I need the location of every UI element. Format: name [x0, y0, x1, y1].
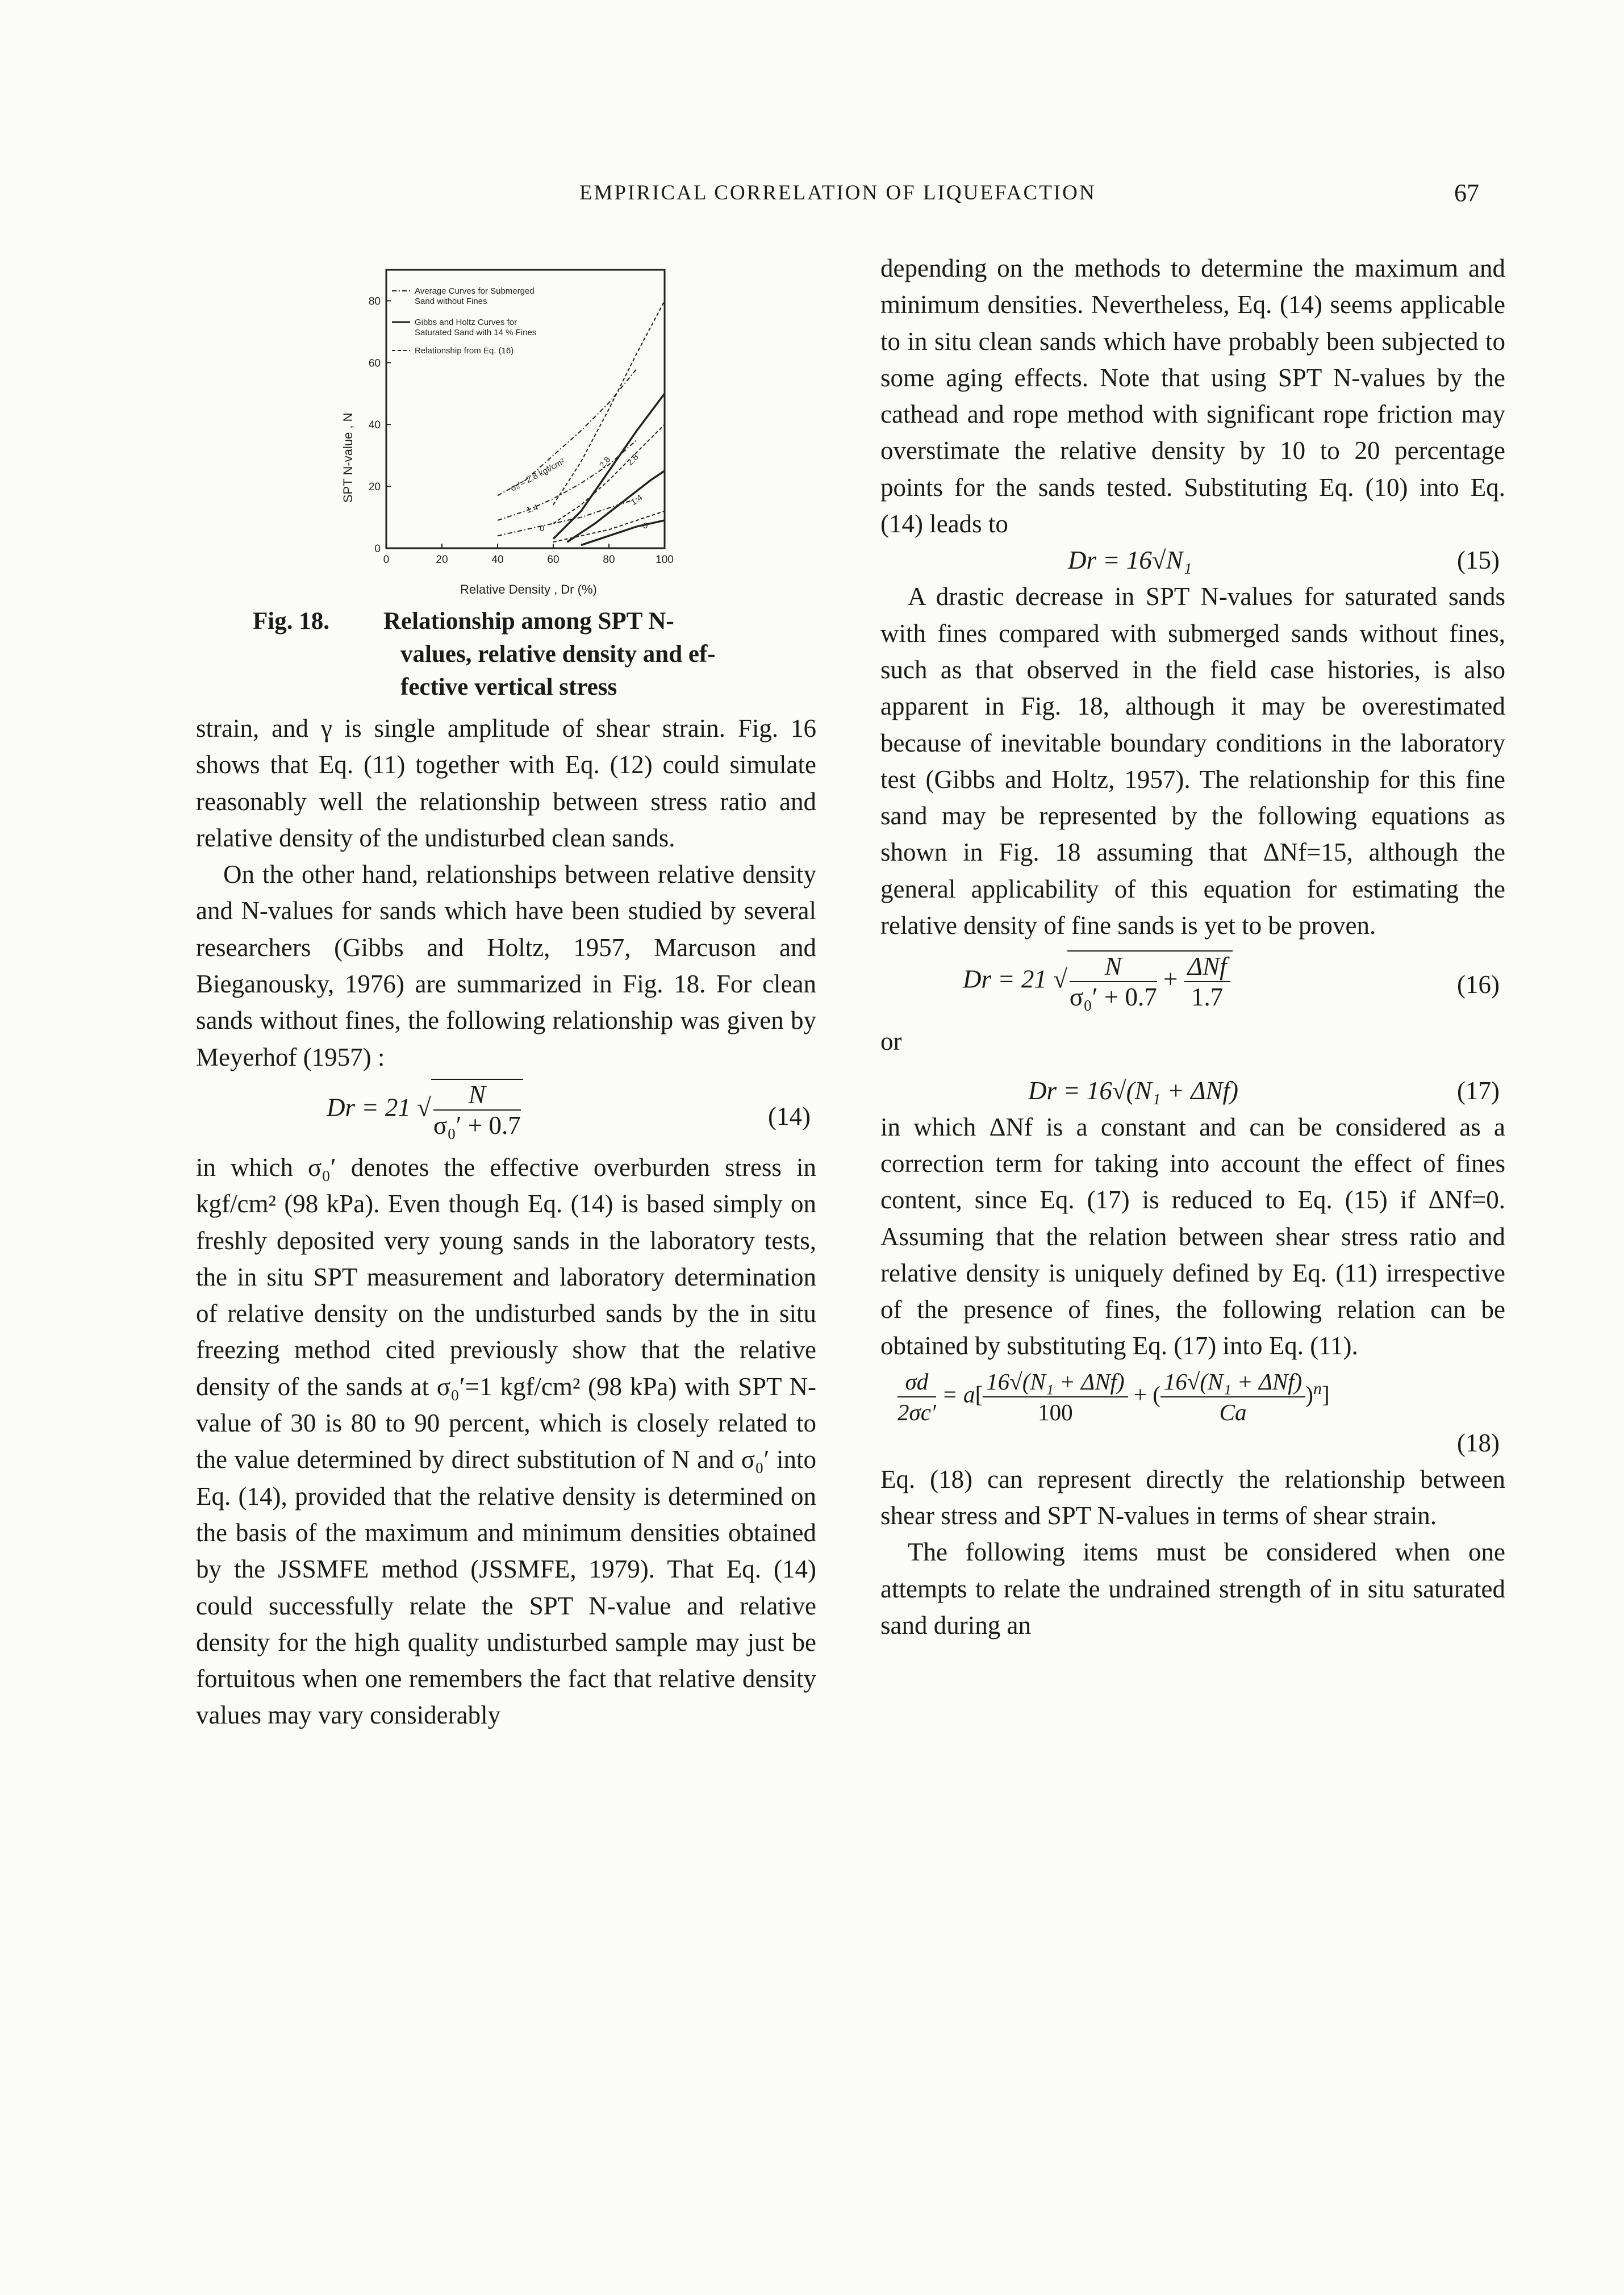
y-axis-label: SPT N-value , N [341, 412, 355, 503]
x-tick-label: 80 [603, 554, 615, 566]
eq14-radicand [431, 1079, 523, 1140]
eq18-lhs-den: 2σc′ [897, 1399, 936, 1425]
eq18-plus: + [1133, 1381, 1147, 1408]
curve-labels [509, 452, 648, 533]
eq16-num: N [1070, 952, 1157, 982]
caption-label: Fig. 18. [253, 608, 329, 635]
curve-label-28a: 2.8 [598, 454, 613, 470]
curve-label-stress: σ₀′= 2.8 kgf/cm² [508, 457, 566, 494]
curve-label-14b: 1.4 [629, 493, 645, 508]
page-number: 67 [1454, 179, 1479, 207]
legend-entry-gibbs-cont: Saturated Sand with 14 % Fines [415, 328, 537, 337]
equation-14 [196, 1075, 816, 1149]
equation-15 [880, 542, 1505, 578]
eq18-t2-num: 16√(N₁ + ΔNf) [1160, 1367, 1305, 1397]
right-column [880, 250, 1505, 1643]
paragraph: depending on the methods to determine the maximum and minimum densities. Nevertheless, Eq. (14) seems applicable to in situ clean sands which have probably been subjected to some aging effects. Note that using SPT N-values by the cathead and rope method with significant rope friction may overstimate the relative density by 10 to 20 percentage points for the sands tested. Substituting Eq. (10) into Eq. (14) leads to [880, 254, 1505, 539]
curve-eq16 [553, 511, 665, 542]
paragraph: in which σ₀′ denotes the effective overburden stress in kgf/cm² (98 kPa). Even though Eq. (14) is based simply on freshly deposited very young sands in the laboratory tests, the in situ SPT measurement and laboratory determination of relative density on the undisturbed sands by the in situ freezing method cited previously show that the relative density of the sands at σ₀′=1 kgf/cm² (98 kPa) with SPT N-value of 30 is 80 to 90 percent, which is closely related to the value determined by direct substitution of N and σ₀′ into Eq. (14), provided that the relative density is determined on the basis of the maximum and minimum densities obtained by the JSSMFE method (JSSMFE, 1979). That Eq. (14) could successfully relate the SPT N-value and relative density for the high quality undisturbed sample may just be fortuitous when one remembers the fact that relative density values may vary considerably [196, 1153, 816, 1730]
eq16-num2: ΔNf [1184, 952, 1230, 982]
caption-line: fective vertical stress [400, 674, 617, 700]
x-axis-label: Relative Density , Dr (%) [460, 582, 597, 596]
eq14-num: N [433, 1080, 521, 1111]
curve-label-0b: 0 [643, 521, 648, 531]
page-header [0, 181, 1624, 215]
legend-entry-submerged: Average Curves for Submerged [415, 286, 535, 296]
curve-gibbs-holtz [567, 471, 665, 542]
running-title: EMPIRICAL CORRELATION OF LIQUEFACTION [579, 181, 1096, 205]
x-tick-label: 20 [436, 554, 448, 566]
y-ticks [369, 295, 391, 555]
curve-label-28b: 2.8 [625, 452, 641, 468]
eq16-number: (16) [1457, 970, 1500, 999]
sqrt-sign: √ [417, 1093, 431, 1122]
y-tick-label: 20 [368, 481, 381, 494]
y-tick-label: 80 [368, 295, 381, 308]
paragraph: The following items must be considered when one attempts to relate the undrained strength of in situ saturated sand during an [880, 1538, 1505, 1639]
equation-18: $\frac{\sigma d}{2\sigma c'}$ = a[ $\frac{\text{16√(N₁ + ΔNf)}}{100}$ + ( $\frac{\text{16√(N₁ + ΔNf)}}{Ca}$ )$^n$] (18) [880, 1365, 1505, 1461]
eq16-plus: + [1163, 965, 1178, 994]
sqrt-sign: √ [1053, 965, 1067, 994]
caption-line: values, relative density and ef- [400, 641, 716, 667]
caption-text [383, 605, 758, 704]
eq17-number: (17) [1457, 1076, 1500, 1105]
eq18-number: (18) [1457, 1428, 1500, 1457]
legend [392, 286, 536, 356]
y-tick-label: 40 [368, 419, 381, 432]
eq15-text: Dr = 16√N₁ [1068, 546, 1192, 575]
paragraph: in which ΔNf is a constant and can be considered as a correction term for taking into account the effect of fines content, since Eq. (17) is reduced to Eq. (15) if ΔNf=0. Assuming that the relation between shear stress ratio and relative density is uniquely defined by Eq. (11) irrespective of the presence of fines, the following relation can be obtained by substituting Eq. (17) into Eq. (11). [880, 1112, 1505, 1361]
eq18-exp: n [1313, 1379, 1322, 1398]
eq14-den: σ₀′ + 0.7 [433, 1111, 521, 1140]
curve-label-14a: 1.4 [525, 503, 540, 515]
caption-line: Relationship among SPT N- [383, 608, 674, 635]
eq18-lhs-num: σd [897, 1367, 936, 1397]
or-text: or [880, 1027, 902, 1056]
eq18-a: = a [942, 1381, 975, 1408]
eq16-radicand [1067, 950, 1233, 1012]
curve-label-0a: 0 [540, 524, 545, 533]
paragraph: On the other hand, relationships between relative density and N-values for sands which have been studied by several researchers (Gibbs and Holtz, 1957, Marcuson and Bieganousky, 1976) are summarized in Fig. 18. For clean sands without fines, the following relationship was given by Meyerhof (1957) : [196, 860, 816, 1071]
eq17-text: Dr = 16√(N₁ + ΔNf) [1028, 1076, 1238, 1105]
eq18-t1-den: 100 [1038, 1399, 1073, 1425]
eq18-t2-den: Ca [1219, 1399, 1247, 1425]
eq14-lhs: Dr = 21 [327, 1093, 411, 1122]
eq16-den: σ₀′ + 0.7 [1069, 983, 1157, 1012]
eq16-lhs: Dr = 21 [963, 965, 1047, 994]
legend-entry-eq16: Relationship from Eq. (16) [415, 346, 514, 356]
x-ticks [383, 544, 674, 566]
curve-submerged [498, 369, 637, 495]
legend-entry-submerged-cont: Sand without Fines [415, 297, 487, 306]
eq14-number: (14) [768, 1101, 811, 1130]
y-tick-label: 0 [374, 543, 381, 555]
x-tick-label: 60 [547, 554, 560, 566]
paragraph: Eq. (18) can represent directly the relationship between shear stress and SPT N-values in terms of shear strain. [880, 1464, 1505, 1530]
y-tick-label: 60 [368, 357, 381, 370]
equation-16 [880, 944, 1505, 1023]
curve-submerged [498, 499, 637, 536]
eq16-den2: 1.7 [1191, 983, 1224, 1012]
curve-eq16 [553, 424, 665, 523]
figure-18-chart [329, 264, 682, 599]
x-tick-label: 40 [491, 554, 504, 566]
figure-18 [329, 264, 682, 599]
x-tick-label: 0 [383, 554, 390, 566]
legend-entry-gibbs: Gibbs and Holtz Curves for [415, 318, 517, 327]
paragraph: A drastic decrease in SPT N-values for saturated sands with fines compared with submerged sands without fines, such as that observed in the field case histories, is also apparent in Fig. 18, although it may be overestimated because of inevitable boundary conditions in the laboratory test (Gibbs and Holtz, 1957). The relationship for this fine sand may be represented by the following equations as shown in Fig. 18 assuming that ΔNf=15, although the general applicability of this equation for estimating the relative density of fine sands is yet to be proven. [880, 582, 1505, 940]
equation-17 [880, 1073, 1505, 1109]
eq18-t1-num: 16√(N₁ + ΔNf) [983, 1367, 1128, 1397]
x-tick-label: 100 [656, 554, 674, 566]
left-column [196, 710, 816, 1734]
eq15-number: (15) [1457, 546, 1500, 575]
paragraph: strain, and γ is single amplitude of shear strain. Fig. 16 shows that Eq. (11) together with Eq. (12) could simulate reasonably well the relationship between stress ratio and relative density of the undisturbed clean sands. [196, 714, 816, 852]
